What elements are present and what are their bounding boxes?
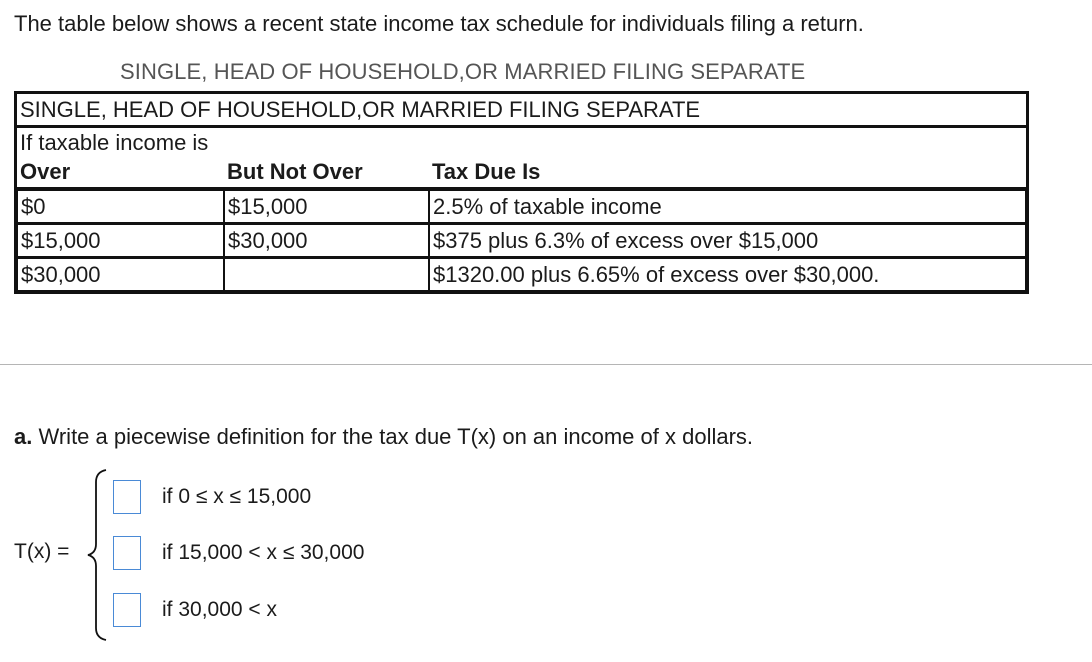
table-row [17,257,1026,291]
table-subheader-row [17,128,1026,156]
function-label: T(x) = [14,540,70,563]
tax-schedule-table [14,91,1029,294]
left-brace-icon [86,468,108,642]
case-1-answer-input[interactable] [113,480,141,514]
question-text: Write a piecewise definition for the tax due T(x) on an income of x dollars. [38,424,754,449]
cell-tax-due: $375 plus 6.3% of excess over $15,000 [429,223,1026,257]
column-header-tax-due: Tax Due Is [429,156,1026,190]
cell-over: $0 [17,190,224,223]
cell-but-not-over: $30,000 [224,223,429,257]
piecewise-case-2 [113,536,364,570]
cell-over: $15,000 [17,223,224,257]
column-header-row [17,156,1026,190]
cell-but-not-over: $15,000 [224,190,429,223]
question-label: a. [14,424,33,449]
piecewise-case-1 [113,480,311,514]
case-2-answer-input[interactable] [113,536,141,570]
table-row [17,223,1026,257]
cell-tax-due: $1320.00 plus 6.65% of excess over $30,000. [429,257,1026,291]
table-subheader: If taxable income is [20,129,209,155]
table-row [17,190,1026,223]
case-2-condition: if 15,000 < x ≤ 30,000 [162,541,365,564]
table-title-row [17,94,1026,128]
cell-but-not-over [224,257,429,291]
column-header-but-not-over: But Not Over [224,156,429,190]
intro-text: The table below shows a recent state income tax schedule for individuals filing a return. [14,11,864,36]
piecewise-case-3 [113,593,277,627]
table-caption: SINGLE, HEAD OF HOUSEHOLD,OR MARRIED FILING SEPARATE [120,59,806,84]
case-3-answer-input[interactable] [113,593,141,627]
cell-tax-due: 2.5% of taxable income [429,190,1026,223]
case-1-condition: if 0 ≤ x ≤ 15,000 [162,485,312,508]
case-3-condition: if 30,000 < x [162,598,277,621]
table-title: SINGLE, HEAD OF HOUSEHOLD,OR MARRIED FILING SEPARATE [17,94,1026,128]
cell-over: $30,000 [17,257,224,291]
question-a [14,424,753,450]
column-header-over: Over [17,156,224,190]
section-divider [0,364,1092,365]
